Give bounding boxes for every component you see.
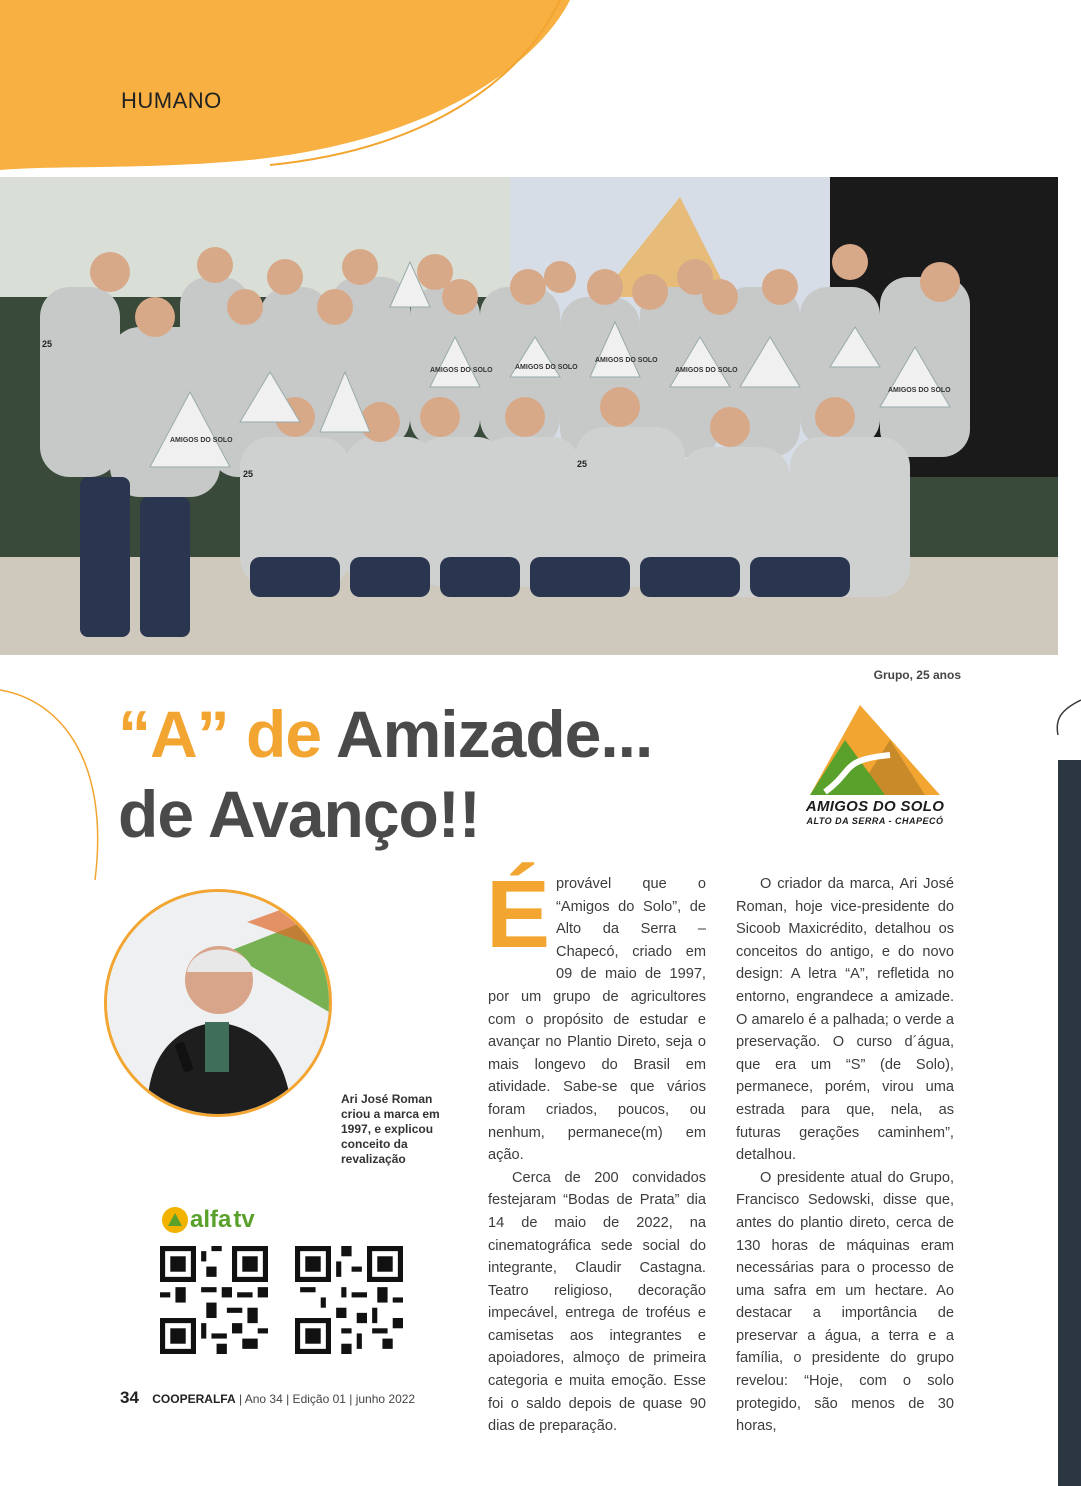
- alfatv-logo: [162, 1206, 255, 1236]
- photo-caption: Grupo, 25 anos: [873, 668, 961, 682]
- article-paragraph: provável que o “Amigos do Solo”, de Alto da Serra – Chapecó, criado em 09 de maio de 1997, por um grupo de agricultores com o propósito de estudar e avançar no Plantio Direto, seja o mais longevo do Brasil em atividade. Sabe-se que vários foram criados, poucos, ou nenhum, permanece(m) em ação.: [488, 876, 706, 1164]
- logo-subtitle: ALTO DA SERRA - CHAPECÓ: [806, 816, 944, 826]
- shirt-number: 25: [42, 339, 53, 349]
- trophy-label: AMIGOS DO SOLO: [888, 387, 951, 394]
- section-label: HUMANO: [121, 88, 222, 113]
- trophy-label: AMIGOS DO SOLO: [515, 364, 578, 371]
- trophy-label: AMIGOS DO SOLO: [170, 437, 233, 444]
- headline-dark-2: de Avanço!!: [118, 777, 480, 851]
- alfa-logo-icon: [162, 1207, 188, 1233]
- group-photo: [0, 177, 1058, 655]
- trophy-label: AMIGOS DO SOLO: [675, 367, 738, 374]
- article-paragraph: O criador da marca, Ari José Roman, hoje vice-presidente do Sicoob Maxicrédito, detalhou os conceitos do antigo, e do novo design: A letra “A”, refletida no entorno, engrandece a amizade. O amarelo é a palhada; o verde a preservação. O curso d´água, que era um “S” (de Solo), permanece, porém, virou uma estrada para que, nela, as futuras gerações caminhem”, detalhou.: [736, 876, 954, 1164]
- article-paragraph: Cerca de 200 convidados festejaram “Bodas de Prata” dia 14 de maio de 2022, na cinematográfica sede social do integrante, Claudir Castagna. Teatro religioso, decoração impecável, entrega de troféus e camisetas aos integrantes e apoiadores, almoço de primeira categoria e muita emoção. Esse foi o saldo depois de quase 90 dias de preparação.: [488, 1169, 706, 1435]
- edition-info: | Ano 34 | Edição 01 | junho 2022: [238, 1392, 416, 1406]
- qr-code-icon[interactable]: [295, 1246, 403, 1354]
- portrait-caption: Ari José Roman criou a marca em 1997, e explicou conceito da revalização: [341, 1092, 440, 1166]
- portrait-photo: [104, 889, 332, 1117]
- headline-accent: “A” de: [118, 697, 322, 771]
- trophy-label: AMIGOS DO SOLO: [595, 357, 658, 364]
- shirt-number: 25: [243, 469, 254, 479]
- alfatv-suffix: tv: [233, 1206, 255, 1233]
- qr-code-icon[interactable]: [160, 1246, 268, 1354]
- article-paragraph: O presidente atual do Grupo, Francisco Sedowski, disse que, antes do plantio direto, cerca de 130 horas de máquinas eram necessárias para o processo de uma safra em um hectare. Ao destacar a importância de preservar a água, a terra e a família, o presidente do grupo revelou: “Hoje, com o solo protegido, são menos de 30 horas,: [736, 1169, 954, 1435]
- article-column-1: [486, 861, 706, 1438]
- amigos-do-solo-logo: [800, 700, 950, 830]
- logo-title: AMIGOS DO SOLO: [805, 798, 945, 815]
- drop-cap: É: [486, 861, 551, 968]
- article-column-2: [736, 873, 954, 1438]
- shirt-number: 25: [577, 459, 588, 469]
- trophy-label: AMIGOS DO SOLO: [430, 367, 493, 374]
- page-number: 34: [120, 1388, 139, 1407]
- logo-mark-icon: [800, 700, 950, 800]
- next-page-edge: [1058, 760, 1081, 1486]
- headline-dark: Amizade...: [335, 697, 653, 771]
- page-footer: [120, 1388, 415, 1408]
- alfatv-word: alfa: [190, 1206, 232, 1233]
- magazine-brand: COOPERALFA: [152, 1392, 236, 1406]
- headline: [118, 694, 758, 854]
